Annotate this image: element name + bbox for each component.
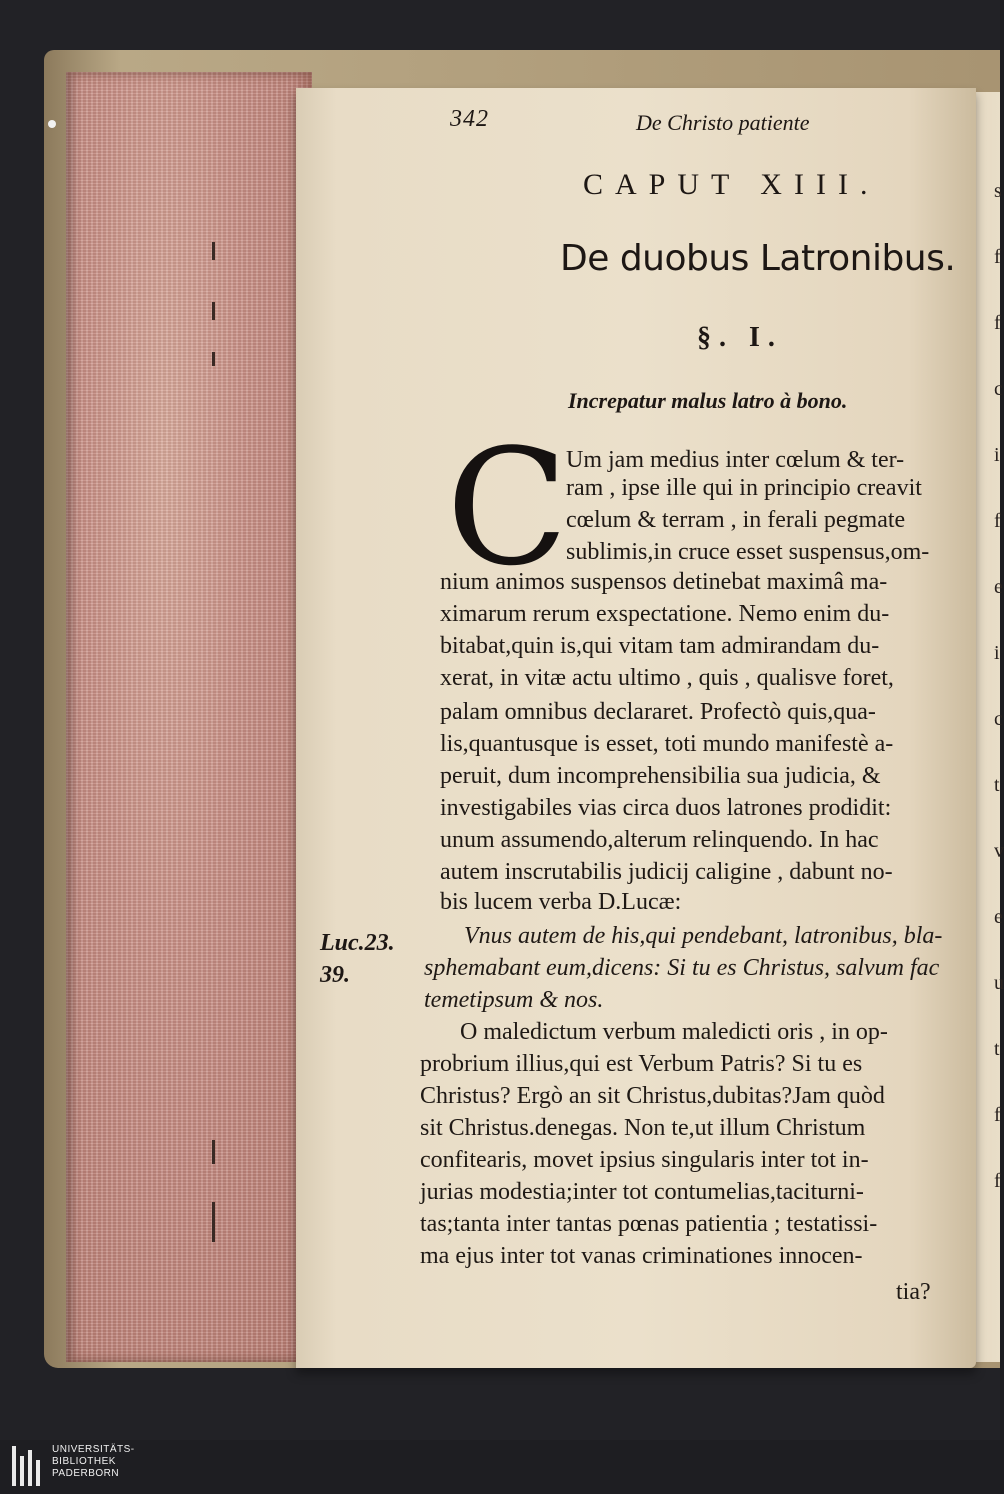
- text-line: sublimis,in cruce esset suspensus,om-: [566, 539, 930, 565]
- section-mark: §. I.: [697, 322, 783, 353]
- section-subtitle: Increpatur malus latro à bono.: [568, 388, 848, 413]
- facing-page-letter: e: [994, 906, 1003, 928]
- footer-bar: [0, 1440, 1000, 1494]
- page-number: 342: [450, 106, 489, 132]
- text-line: bitabat,quin is,qui vitam tam admirandam du-: [440, 633, 880, 659]
- bookmark-dot: [48, 120, 56, 128]
- logo-line3: PADERBORN: [52, 1468, 120, 1479]
- chapter-title: De duobus Latronibus.: [560, 238, 956, 279]
- drop-cap-initial: C: [446, 414, 569, 601]
- text-line: confitearis, movet ipsius singularis inter tot in-: [420, 1147, 869, 1173]
- text-line: probrium illius,qui est Verbum Patris? Si tu es: [420, 1051, 863, 1077]
- text-line: Christus? Ergò an sit Christus,dubitas?Jam quòd: [420, 1083, 885, 1109]
- facing-page-letter: f: [994, 510, 1001, 532]
- text-line: palam omnibus declararet. Profectò quis,qua-: [440, 699, 876, 725]
- text-line: O maledictum verbum maledicti oris , in op-: [460, 1019, 888, 1045]
- edge-mark: [212, 1202, 215, 1242]
- text-line: ram , ipse ille qui in principio creavit: [566, 475, 922, 501]
- text-line: Um jam medius inter cœlum & ter-: [566, 447, 905, 473]
- text-line: tas;tanta inter tantas pœnas patientia ; testatissi-: [420, 1211, 878, 1237]
- facing-page-letter: i: [994, 444, 1000, 466]
- facing-page-letter: f: [994, 1104, 1001, 1126]
- text-line: autem inscrutabilis judicij caligine , dabunt no-: [440, 859, 893, 885]
- text-line: bis lucem verba D.Lucæ:: [440, 889, 682, 915]
- library-logo-icon: [12, 1446, 46, 1486]
- chapter-number: CAPUT XIII.: [583, 168, 880, 201]
- logo-line2: BIBLIOTHEK: [52, 1456, 116, 1467]
- edge-mark: [212, 242, 215, 260]
- text-line: sphemabant eum,dicens: Si tu es Christus, salvum fac: [424, 955, 940, 981]
- facing-page-letter: v: [994, 840, 1004, 862]
- logo-line1: UNIVERSITÄTS-: [52, 1444, 135, 1455]
- facing-page-letter: t: [994, 1038, 1000, 1060]
- text-line: lis,quantusque is esset, toti mundo manifestè a-: [440, 731, 894, 757]
- running-title: De Christo patiente: [636, 110, 810, 135]
- facing-page-letter: c: [994, 378, 1003, 400]
- page-fore-edge: [66, 72, 312, 1362]
- text-line: investigabiles vias circa duos latrones prodidit:: [440, 795, 892, 821]
- text-line: nium animos suspensos detinebat maximâ ma-: [440, 569, 888, 595]
- edge-mark: [212, 302, 215, 320]
- text-line: sit Christus.denegas. Non te,ut illum Christum: [420, 1115, 866, 1141]
- facing-page-letter: f: [994, 312, 1001, 334]
- text-line: unum assumendo,alterum relinquendo. In hac: [440, 827, 879, 853]
- text-line: ma ejus inter tot vanas criminationes innocen-: [420, 1243, 863, 1269]
- text-line: Vnus autem de his,qui pendebant, latronibus, bla-: [464, 923, 943, 949]
- edge-mark: [212, 352, 215, 366]
- text-line: cœlum & terram , in ferali pegmate: [566, 507, 906, 533]
- text-line: tia?: [896, 1279, 931, 1305]
- facing-page-letter: e: [994, 576, 1003, 598]
- text-line: peruit, dum incomprehensibilia sua judicia, &: [440, 763, 881, 789]
- margin-reference-line1: Luc.23.: [320, 930, 395, 956]
- edge-mark: [212, 1140, 215, 1164]
- facing-page-letter: c: [994, 708, 1003, 730]
- text-line: temetipsum & nos.: [424, 987, 604, 1013]
- facing-page-letter: u: [994, 972, 1004, 994]
- margin-reference-line2: 39.: [320, 962, 350, 988]
- facing-page-letter: f: [994, 246, 1001, 268]
- text-line: ximarum rerum exspectatione. Nemo enim du-: [440, 601, 890, 627]
- facing-page-letter: f: [994, 1170, 1001, 1192]
- book-page: [296, 88, 976, 1368]
- facing-page-letter: i: [994, 642, 1000, 664]
- text-line: jurias modestia;inter tot contumelias,taciturni-: [420, 1179, 864, 1205]
- text-line: xerat, in vitæ actu ultimo , quis , qualisve foret,: [440, 665, 894, 691]
- facing-page-letter: t: [994, 774, 1000, 796]
- facing-page-letter: s: [994, 180, 1002, 202]
- library-logo-text: [52, 1444, 135, 1480]
